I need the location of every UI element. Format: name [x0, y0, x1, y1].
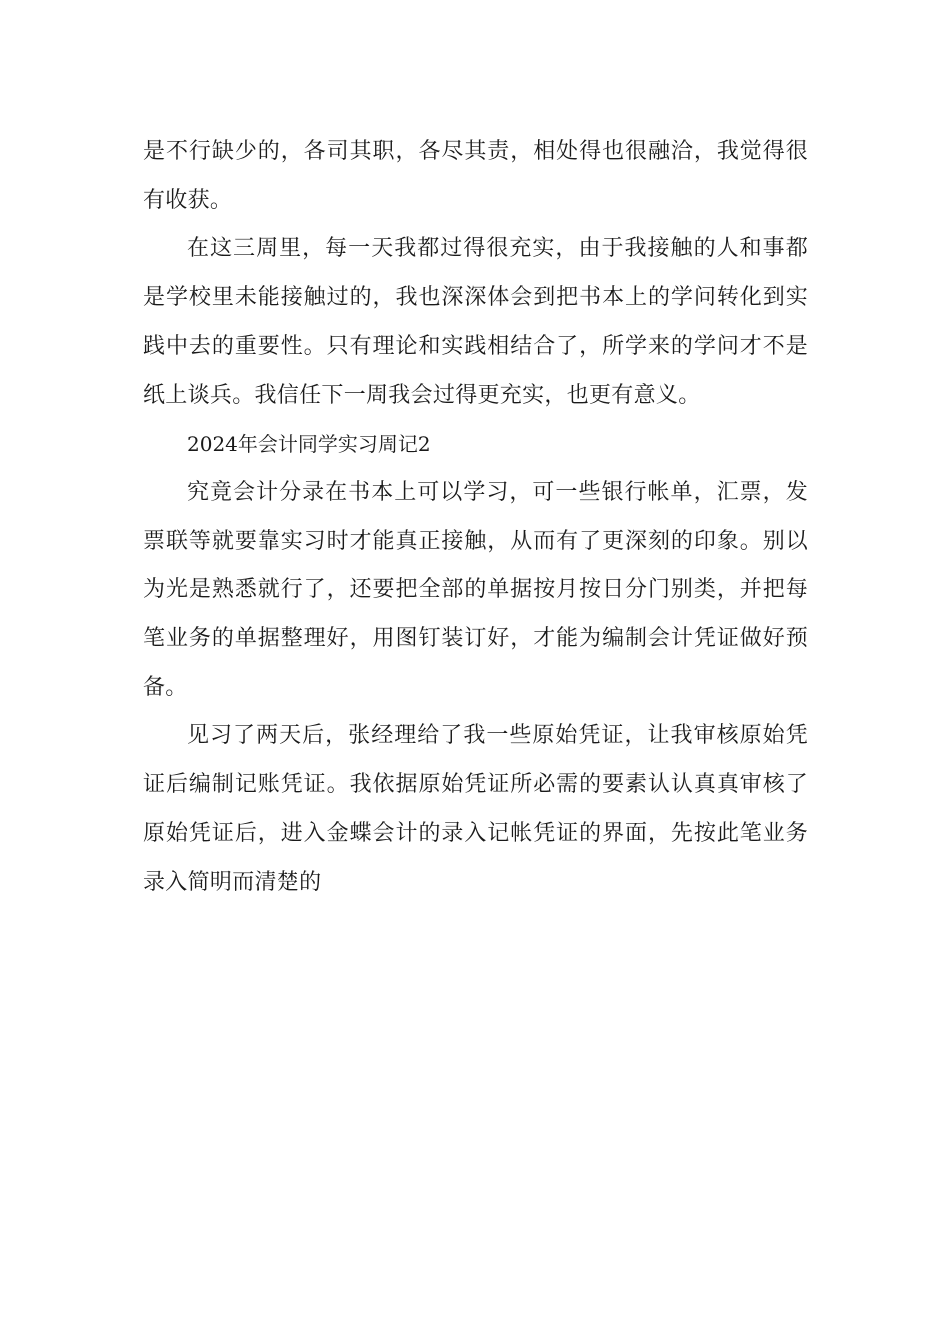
paragraph-continuation: 是不行缺少的，各司其职，各尽其责，相处得也很融洽，我觉得很有收获。 [143, 139, 808, 213]
document-body [143, 128, 808, 907]
section-heading: 2024年会计同学实习周记2 [187, 432, 431, 457]
paragraph-three-weeks: 在这三周里，每一天我都过得很充实，由于我接触的人和事都是学校里未能接触过的，我也深深体会到把书本上的学问转化到实践中去的重要性。只有理论和实践相结合了，所学来的学问才不是纸上谈兵。我信任下一周我会过得更充实，也更有意义。 [143, 236, 808, 408]
paragraph-accounting-entries: 究竟会计分录在书本上可以学习，可一些银行帐单，汇票，发票联等就要靠实习时才能真正接触，从而有了更深刻的印象。别以为光是熟悉就行了，还要把全部的单据按月按日分门别类，并把每笔业务的单据整理好，用图钉装订好，才能为编制会计凭证做好预备。 [143, 479, 808, 700]
paragraph-original-vouchers: 见习了两天后，张经理给了我一些原始凭证，让我审核原始凭证后编制记账凭证。我依据原始凭证所必需的要素认认真真审核了原始凭证后，进入金蝶会计的录入记帐凭证的界面，先按此笔业务录入简明而清楚的 [143, 723, 808, 895]
